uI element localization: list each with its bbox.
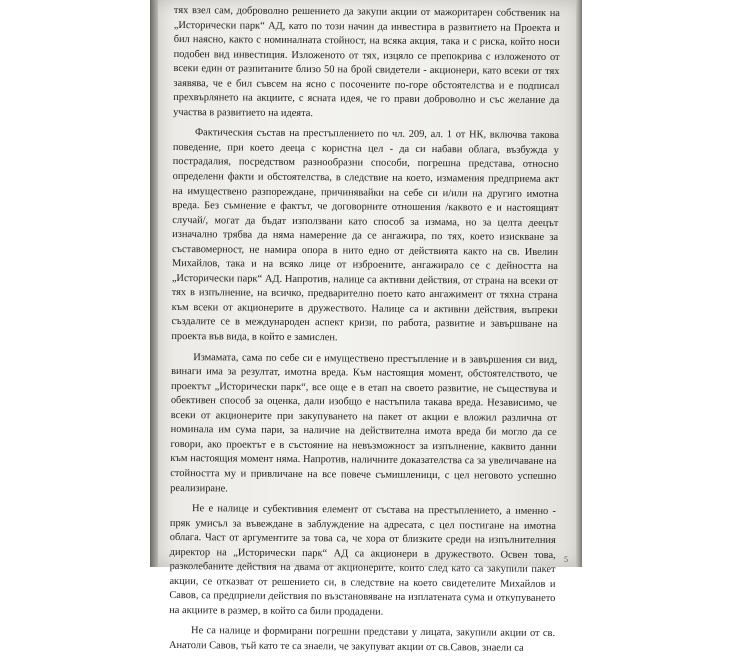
page-left-edge	[150, 0, 158, 567]
document-page	[150, 0, 582, 654]
page-right-edge	[576, 0, 582, 567]
paragraph-5: Не са налице и формирани погрешни представи у лицата, закупили акции от св. Анатоли Савов, тъй като те са знаели, че закупуват акции от св.Савов, знаели са	[168, 625, 556, 654]
paragraph-3: Измамата, сама по себе си е имуществено престъпление и в завършения си вид, винаги има за резултат, имотна вреда. Към настоящия момент, обстоятелството, че проектът „Исторически парк“, все още е в етап на своето развитие, не съществува и обективен способ за оценка, дали изобщо е настъпила такава вреда. Независимо, че всеки от акционерите при закупуването на пакет от акции е вложил различна от номинала им сума пари, за наличие на действителна имота вреда би могло да се говори, ако проектът е в състояние на невъзможност за изпълнение, каквито данни към настоящия момент няма. Напротив, наличните доказателства са за увеличаване на стойността му и привличане на все повече съмишленици, с цел неговото успешно реализиране.	[170, 351, 558, 494]
paragraph-1: тях взел сам, доброволно решението да закупи акции от мажоритарен собственик на „Исторически парк“ АД, като по този начин да инвестира в развитието на Проекта и бил наясно, както с номиналната стойност, на всяка акция, така и с риска, който носи подобен вид инвестиция. Изложеното от тях, изцяло се препокрива с изложеното от всеки един от разпитаните близо 50 на брой свидетели - акционери, като всеки от тях заявява, че е бил съвсем на ясно с посочените по-горе обстоятелства и е подписал прехвърлянето на акциите, с ясната идея, че го прави доброволно и със желание да участва в развитието на идеята.	[173, 4, 560, 119]
page-number: 5	[564, 555, 568, 564]
paragraph-2: Фактическия състав на престъплението по чл. 209, ал. 1 от НК, включва такова поведение, при което деецa с користна цел - да си набави облага, възбужда у пострадалия, посредством разнообразни способи, погрешна представа, относно определени факти и обстоятелства, в следствие на което, измамения предприема акт на имущественo разпореждане, причинявайки на себе си и/или на другиго имотна вреда. Без съмнение е фактът, че договорните отношения /каквото е и настоящият случай/, могат да бъдат използвани като способ за измама, но за целта деецът изначално трябва да няма намерение да се ангажира, по тях, което изисквaне за съставомерност, не намира опора в нито едно от действията както на св. Ивелин Михайлов, така и на всяко лице от изброените, ангажирало се с дейността на „Исторически парк“ АД. Напротив, налице са активни действия, от страна на всеки от тях в изпълнение, на всичко, предварително поето като ангажимент от тяхна страна към всеки от акционерите в дружеството. Налице са и активни действия, въпреки създалите се в международен аспект кризи, по работа, развитие и завършване на проекта във вида, в който е замислен.	[171, 127, 560, 344]
document-text	[169, 4, 560, 663]
paragraph-4: Не е налице и субективния елемент от състава на престъплението, а именно - пряк умисъл за въвеждане в заблуждение на адресата, с цел постигане на имотна облага. Част от аргументите за това са, че хора от близките среди на изпълнителния директор на „Исторически парк“ АД са акционери в дружеството. Освен това, разколебаните действия на двама от акционерите, които след като са закупили пакет акции, се отказват от решението си, в следствие на което свидетелите Михайлов и Савов, са предприели действия по възстановяване на изплатената сума и откупуването на акциите в размер, в който са били продадени.	[169, 503, 557, 618]
